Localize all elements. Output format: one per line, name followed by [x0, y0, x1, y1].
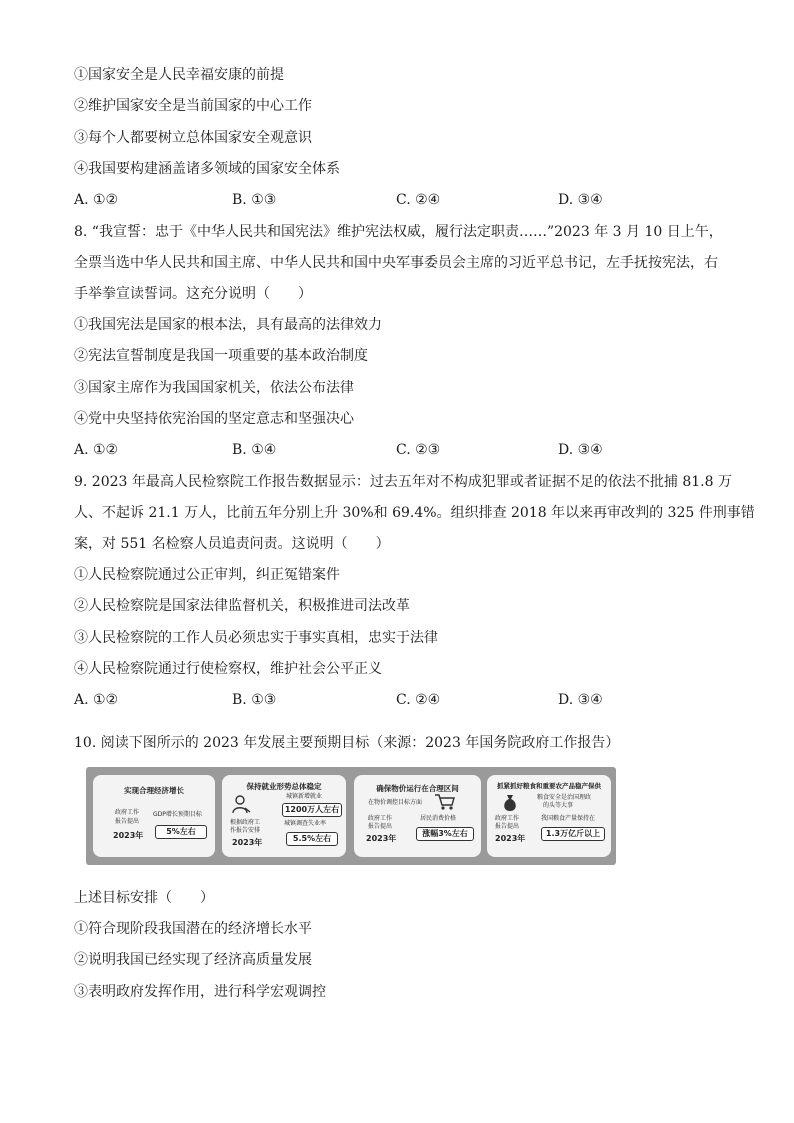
card-gov-text: 政府工作 — [368, 815, 393, 822]
card-report-text: 报告提出 — [368, 823, 393, 830]
card-report-text: 报告提出 — [115, 818, 140, 825]
q8-stem-line-1: 8. “我宣誓：忠于《中华人民共和国宪法》维护宪法权威，履行法定职责……”2023 年 3 月 10 日上午， — [74, 224, 723, 240]
card-value-primary: 1200万人左右 — [282, 803, 342, 817]
q8-choices — [74, 440, 734, 460]
q7-choice-d: D. ③④ — [558, 192, 603, 208]
card-value-secondary: 5.5%左右 — [286, 832, 338, 846]
card-gov-text: 政府工作 — [495, 815, 520, 822]
q7-option-4: ④我国要构建涵盖诸多领域的国家安全体系 — [74, 161, 340, 177]
person-icon — [230, 793, 252, 815]
card-sub-label: 的头等大事 — [543, 802, 574, 809]
q8-stem-line-2: 全票当选中华人民共和国主席、中华人民共和国中央军事委员会主席的习近平总书记，左手抚按宪法，右 — [74, 255, 718, 271]
q9-choice-a: A. ①② — [74, 692, 119, 708]
q9-stem-line-3: 案，对 551 名检察人员追责问责。这说明（ ） — [74, 536, 390, 552]
card-title: 保持就业形势总体稳定 — [246, 782, 322, 791]
q7-choice-c: C. ②④ — [396, 192, 441, 208]
q7-choice-b: B. ①③ — [232, 192, 277, 208]
q10-option-2: ②说明我国已经实现了经济高质量发展 — [74, 952, 312, 968]
q8-option-2: ②宪法宣誓制度是我国一项重要的基本政治制度 — [74, 348, 368, 364]
card-report-text: 作报告安排 — [230, 827, 261, 834]
q10-option-3: ③表明政府发挥作用，进行科学宏观调控 — [74, 984, 326, 1000]
infographic-card-employment — [222, 775, 346, 857]
card-sub-label: 城镇调查失业率 — [284, 820, 327, 827]
q9-option-3: ③人民检察院的工作人员必须忠实于事实真相，忠实于法律 — [74, 630, 438, 646]
q9-stem-line-1: 9. 2023 年最高人民检察院工作报告数据显示：过去五年对不构成犯罪或者证据不足的依法不批捕 81.8 万 — [74, 474, 732, 490]
card-sub-label: 在物价调控目标方面 — [368, 799, 423, 806]
q7-option-2: ②维护国家安全是当前国家的中心工作 — [74, 98, 312, 114]
card-year: 2023年 — [113, 831, 144, 840]
q7-option-1: ①国家安全是人民幸福安康的前提 — [74, 67, 284, 83]
q9-option-2: ②人民检察院是国家法律监督机关，积极推进司法改革 — [74, 598, 410, 614]
q10-after: 上述目标安排（ ） — [74, 890, 214, 906]
card-value: 涨幅3%左右 — [416, 827, 474, 841]
card-gov-text: 根据政府工 — [230, 819, 261, 826]
q8-choice-b: B. ①④ — [232, 442, 277, 458]
card-year: 2023年 — [366, 834, 397, 843]
targets-infographic — [86, 767, 616, 865]
card-title: 实现合理经济增长 — [124, 786, 184, 795]
card-sub-label: 粮食安全是治国理政 — [537, 794, 592, 801]
q10-option-1: ①符合现阶段我国潜在的经济增长水平 — [74, 921, 312, 937]
q10-stem: 10. 阅读下图所示的 2023 年发展主要预期目标（来源：2023 年国务院政府工作报告） — [74, 735, 620, 751]
shopping-cart-icon — [434, 793, 456, 811]
card-value: 1.3万亿斤以上 — [541, 827, 605, 841]
card-sub-label: 城镇新增就业 — [286, 793, 323, 800]
infographic-card-grain — [487, 775, 611, 857]
q9-option-4: ④人民检察院通过行使检察权，维护社会公平正义 — [74, 661, 382, 677]
q7-choice-a: A. ①② — [74, 192, 119, 208]
q8-stem-line-3: 手举拳宣读誓词。这充分说明（ ） — [74, 286, 312, 302]
card-report-text: 报告提出 — [495, 823, 520, 830]
q9-stem-line-2: 人、不起诉 21.1 万人，比前五年分别上升 30%和 69.4%。组织排查 2018 年以来再审改判的 325 件刑事错 — [74, 505, 755, 521]
card-year: 2023年 — [495, 834, 526, 843]
card-label: GDP增长预期目标 — [153, 811, 202, 818]
q8-choice-c: C. ②③ — [396, 442, 441, 458]
card-value: 5%左右 — [155, 825, 207, 839]
infographic-card-prices — [354, 775, 481, 857]
q9-choice-d: D. ③④ — [558, 692, 603, 708]
card-label: 居民消费价格 — [420, 815, 457, 822]
card-title: 确保物价运行在合理区间 — [376, 784, 459, 793]
q9-choice-c: C. ②④ — [396, 692, 441, 708]
q9-choices — [74, 690, 734, 710]
q9-choice-b: B. ①③ — [232, 692, 277, 708]
q8-choice-a: A. ①② — [74, 442, 119, 458]
q9-option-1: ①人民检察院通过公正审判，纠正冤错案件 — [74, 567, 340, 583]
card-title: 抓紧抓好粮食和重要农产品稳产保供 — [497, 782, 601, 790]
q8-option-1: ①我国宪法是国家的根本法，具有最高的法律效力 — [74, 317, 382, 333]
card-label: 我国粮食产量保持在 — [541, 815, 596, 822]
q8-option-3: ③国家主席作为我国国家机关，依法公布法律 — [74, 380, 354, 396]
q7-choices — [74, 190, 734, 210]
q8-choice-d: D. ③④ — [558, 442, 603, 458]
q8-option-4: ④党中央坚持依宪治国的坚定意志和坚强决心 — [74, 411, 354, 427]
q7-option-3: ③每个人都要树立总体国家安全观意识 — [74, 130, 312, 146]
grain-sack-icon — [501, 793, 519, 813]
card-year: 2023年 — [232, 838, 263, 847]
infographic-card-growth — [93, 775, 215, 857]
card-gov-text: 政府工作 — [115, 809, 140, 816]
